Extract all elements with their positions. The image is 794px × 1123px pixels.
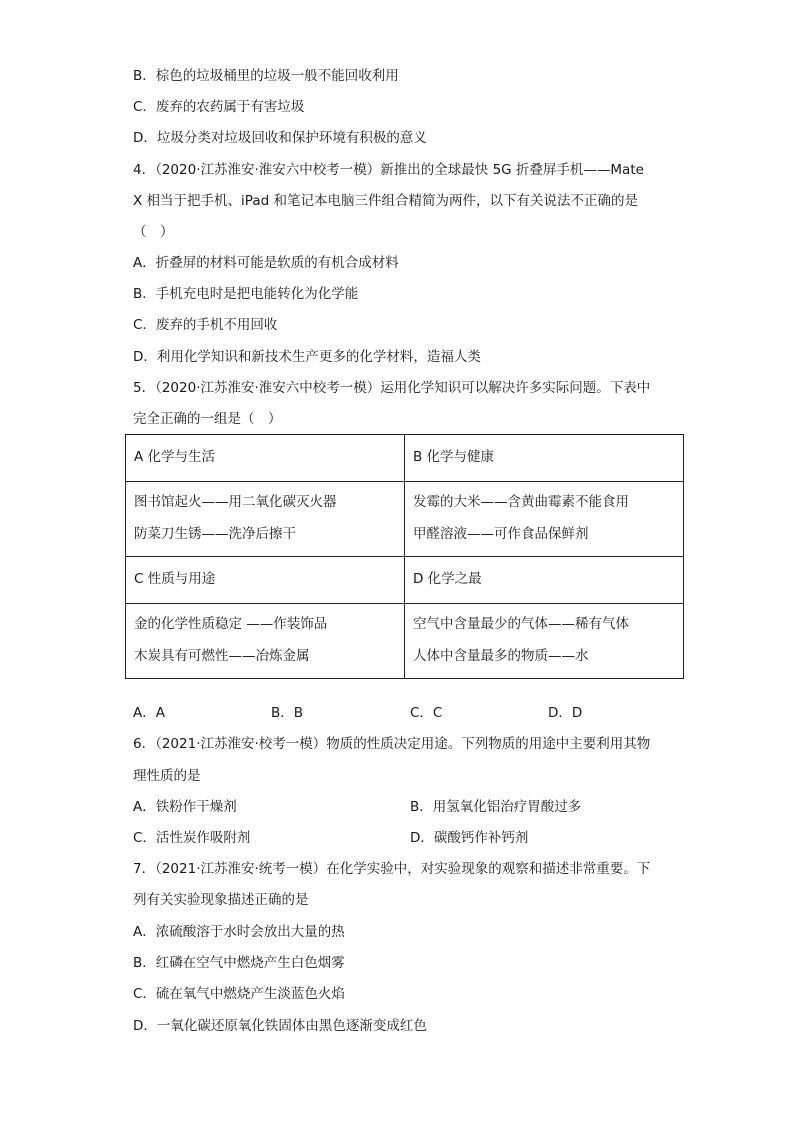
q6-stem-line-2: 理性质的是 bbox=[133, 768, 201, 784]
q5-option-d: D．D bbox=[548, 705, 583, 721]
cell-b-head: B 化学与健康 bbox=[405, 435, 684, 482]
q3-option-c: C．废弃的农药属于有害垃圾 bbox=[133, 99, 305, 115]
cell-c-line-2: 木炭具有可燃性——冶炼金属 bbox=[134, 648, 310, 664]
q7-stem-line-2: 列有关实验现象描述正确的是 bbox=[133, 892, 309, 908]
q4-option-a: A．折叠屏的材料可能是软质的有机合成材料 bbox=[133, 255, 399, 271]
cell-c-body bbox=[126, 604, 405, 679]
q7-option-b: B．红磷在空气中燃烧产生白色烟雾 bbox=[133, 955, 345, 971]
q7-option-c: C．硫在氧气中燃烧产生淡蓝色火焰 bbox=[133, 986, 345, 1002]
cell-d-line-1: 空气中含量最少的气体——稀有气体 bbox=[413, 616, 629, 632]
q6-option-d: D．碳酸钙作补钙剂 bbox=[410, 830, 529, 846]
q5-option-a: A．A bbox=[133, 705, 165, 721]
q5-stem-line-1: 5．（2020·江苏淮安·淮安六中校考一模）运用化学知识可以解决许多实际问题。下表中 bbox=[133, 380, 651, 396]
q3-option-d: D．垃圾分类对垃圾回收和保护环境有积极的意义 bbox=[133, 130, 427, 146]
cell-b-line-2: 甲醛溶液——可作食品保鲜剂 bbox=[413, 526, 589, 542]
q5-option-c: C．C bbox=[410, 705, 443, 721]
cell-d-body bbox=[405, 604, 684, 679]
cell-c-head: C 性质与用途 bbox=[126, 557, 405, 604]
q5-options-row bbox=[133, 703, 693, 723]
cell-b-line-1: 发霉的大米——含黄曲霉素不能食用 bbox=[413, 494, 629, 510]
cell-a-line-1: 图书馆起火——用二氧化碳灭火器 bbox=[134, 494, 337, 510]
cell-d-head: D 化学之最 bbox=[405, 557, 684, 604]
q6-option-c: C．活性炭作吸附剂 bbox=[133, 830, 251, 846]
cell-a-line-2: 防菜刀生锈——洗净后擦干 bbox=[134, 526, 296, 542]
q6-option-b: B．用氢氧化铝治疗胃酸过多 bbox=[410, 799, 582, 815]
q7-option-a: A．浓硫酸溶于水时会放出大量的热 bbox=[133, 924, 345, 940]
q6-stem-line-1: 6．（2021·江苏淮安·校考一模）物质的性质决定用途。下列物质的用途中主要利用其物 bbox=[133, 736, 651, 752]
cell-d-line-2: 人体中含量最多的物质——水 bbox=[413, 648, 589, 664]
q7-stem-line-1: 7．（2021·江苏淮安·统考一模）在化学实验中，对实验现象的观察和描述非常重要。下 bbox=[133, 861, 651, 877]
q5-stem-line-2: 完全正确的一组是（ ） bbox=[133, 411, 282, 427]
cell-a-body bbox=[126, 482, 405, 557]
cell-b-body bbox=[405, 482, 684, 557]
q4-stem-line-3: （ ） bbox=[133, 224, 174, 240]
q4-option-d: D．利用化学知识和新技术生产更多的化学材料，造福人类 bbox=[133, 349, 481, 365]
table-row bbox=[126, 604, 684, 679]
q6-options-row-2 bbox=[133, 828, 693, 848]
table-row bbox=[126, 435, 684, 482]
cell-a-head: A 化学与生活 bbox=[126, 435, 405, 482]
q6-option-a: A．铁粉作干燥剂 bbox=[133, 799, 237, 815]
q3-option-b: B．棕色的垃圾桶里的垃圾一般不能回收利用 bbox=[133, 68, 399, 84]
q4-option-c: C．废弃的手机不用回收 bbox=[133, 317, 278, 333]
q7-option-d: D．一氧化碳还原氧化铁固体由黑色逐渐变成红色 bbox=[133, 1018, 427, 1034]
table-row bbox=[126, 557, 684, 604]
q5-option-b: B．B bbox=[271, 705, 304, 721]
q4-option-b: B．手机充电时是把电能转化为化学能 bbox=[133, 286, 359, 302]
q6-options-row-1 bbox=[133, 797, 693, 817]
q5-table bbox=[125, 434, 684, 679]
q4-stem-line-1: 4．（2020·江苏淮安·淮安六中校考一模）新推出的全球最快 5G 折叠屏手机——Mate bbox=[133, 162, 644, 178]
table-row bbox=[126, 482, 684, 557]
q4-stem-line-2: X 相当于把手机、iPad 和笔记本电脑三件组合精简为两件，以下有关说法不正确的是 bbox=[133, 193, 638, 209]
cell-c-line-1: 金的化学性质稳定 ——作装饰品 bbox=[134, 616, 328, 632]
